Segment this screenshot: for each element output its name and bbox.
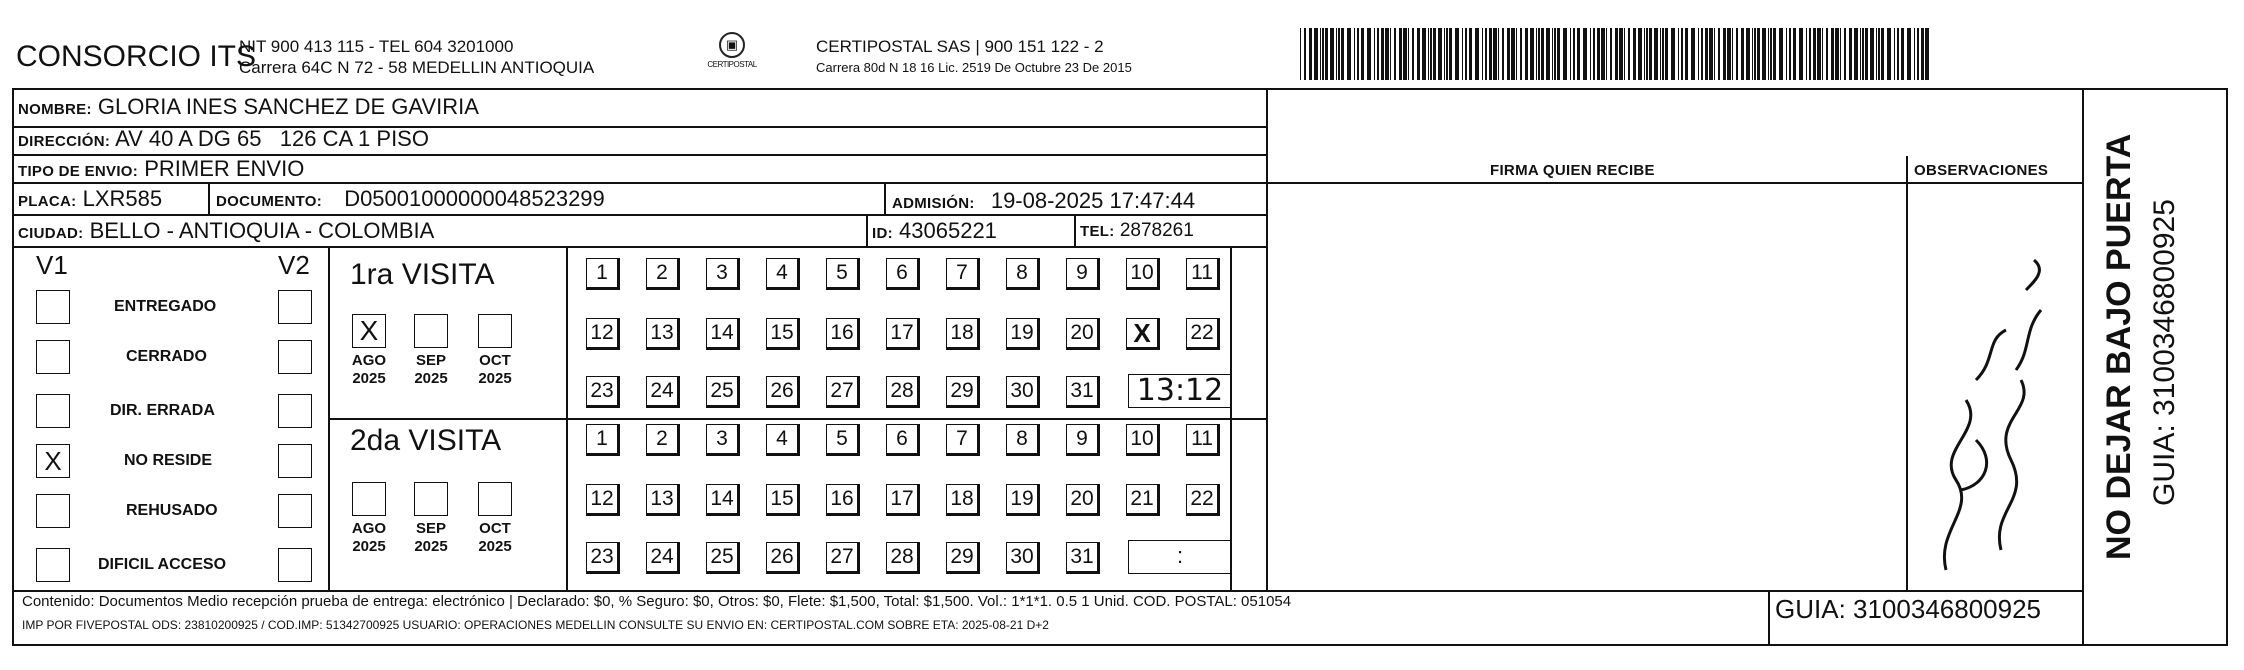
day-box[interactable]: 12 [586,484,620,516]
day-box[interactable]: 8 [1006,258,1040,290]
company-address: Carrera 64C N 72 - 58 MEDELLIN ANTIOQUIA [239,58,595,77]
day-box[interactable]: 10 [1126,424,1160,456]
day-box[interactable]: 14 [706,484,740,516]
v1-checkbox[interactable] [36,394,70,428]
month-label: SEP 2025 [414,520,448,555]
day-box[interactable]: 7 [946,424,980,456]
ciudad-value: BELLO - ANTIOQUIA - COLOMBIA [89,218,435,243]
day-box[interactable]: 22 [1186,484,1220,516]
month-label: OCT 2025 [478,352,512,387]
day-box[interactable]: 18 [946,318,980,350]
tel-field [1080,220,1194,242]
observaciones-header: OBSERVACIONES [1914,162,2049,179]
company-name: CONSORCIO ITS [16,40,257,73]
status-label: DIR. ERRADA [110,402,215,419]
footer-guia: GUIA: 3100346800925 [1775,594,2041,624]
day-box[interactable]: 24 [646,376,680,408]
barcode [1300,28,1934,80]
day-box[interactable]: 23 [586,542,620,574]
status-label: REHUSADO [126,502,218,519]
placa-field [18,186,162,212]
tipo-envio-value: PRIMER ENVIO [144,156,305,181]
first-visit-title: 1ra VISITA [350,258,495,291]
day-box[interactable]: 23 [586,376,620,408]
month-label: AGO 2025 [351,352,387,387]
certipostal-address: Carrera 80d N 18 16 Lic. 2519 De Octubre 23 De 2015 [816,60,1132,75]
day-box[interactable]: 25 [706,542,740,574]
day-box[interactable]: 4 [766,424,800,456]
day-box[interactable]: 6 [886,258,920,290]
day-box[interactable]: 24 [646,542,680,574]
day-box[interactable]: 8 [1006,424,1040,456]
day-box[interactable]: 13 [646,484,680,516]
day-box[interactable]: 4 [766,258,800,290]
day-box[interactable]: 18 [946,484,980,516]
logo-icon: ▣ [719,32,745,58]
tel-value: 2878261 [1119,220,1194,241]
day-box[interactable]: 10 [1126,258,1160,290]
placa-label: PLACA: [18,193,77,210]
day-box[interactable]: 31 [1066,542,1100,574]
v1-checkbox[interactable] [36,494,70,528]
status-label: NO RESIDE [124,452,213,469]
company-info [239,36,594,78]
day-box[interactable]: 16 [826,484,860,516]
day-box[interactable]: 6 [886,424,920,456]
documento-field [216,186,605,212]
day-box[interactable]: 5 [826,258,860,290]
v1-checkbox[interactable] [36,290,70,324]
day-box[interactable]: 7 [946,258,980,290]
month-checkbox[interactable] [478,482,512,516]
id-label: ID: [872,225,893,242]
footer-print-info: IMP POR FIVEPOSTAL ODS: 23810200925 / COD.IMP: 51342700925 USUARIO: OPERACIONES MEDELLIN CONSULTE SU ENVIO EN: CERTIPOSTAL.COM SOBRE ETA: 2025-08-21 D+2 [22,618,1049,632]
day-box[interactable]: 29 [946,376,980,408]
day-box[interactable]: 27 [826,542,860,574]
day-box[interactable]: 31 [1066,376,1100,408]
direccion-value: AV 40 A DG 65 126 CA 1 PISO [115,126,429,151]
direccion-label: DIRECCIÓN: [18,133,111,150]
day-box[interactable]: 9 [1066,424,1100,456]
certipostal-line: CERTIPOSTAL SAS | 900 151 122 - 2 [816,37,1104,56]
v1-checkbox[interactable]: X [36,444,70,478]
footer-content: Contenido: Documentos Medio recepción prueba de entrega: electrónico | Declarado: $0, % Seguro: $0, Otros: $0, Flete: $1,500, Total: $1,500. Vol.: 1*1*1. 0.5 1 Unid. COD. POSTAL: 051054 [22,593,1292,610]
day-box[interactable]: 15 [766,318,800,350]
second-visit-time: : [1128,540,1232,574]
month-label: AGO 2025 [351,520,387,555]
day-box[interactable]: 25 [706,376,740,408]
admision-field [892,188,1195,214]
tipo-envio-label: TIPO DE ENVIO: [18,163,139,180]
month-checkbox[interactable] [478,314,512,348]
day-box[interactable]: 14 [706,318,740,350]
day-box[interactable]: 28 [886,542,920,574]
ciudad-field [18,218,434,244]
v2-checkbox[interactable] [278,494,312,528]
certipostal-info [816,36,1132,78]
nombre-row [18,94,479,120]
day-box[interactable]: 2 [646,258,680,290]
status-label: DIFICIL ACCESO [98,556,227,573]
v2-checkbox[interactable] [278,394,312,428]
no-dejar-warning: NO DEJAR BAJO PUERTA [2100,133,2138,560]
day-box[interactable]: 27 [826,376,860,408]
logo-brand: CERTIPOSTAL [707,60,757,69]
day-box[interactable]: X [1126,318,1160,350]
day-box[interactable]: 19 [1006,318,1040,350]
day-box[interactable]: 26 [766,542,800,574]
month-label: SEP 2025 [414,352,448,387]
v1-checkbox[interactable] [36,340,70,374]
nombre-value: GLORIA INES SANCHEZ DE GAVIRIA [97,94,479,119]
firma-header: FIRMA QUIEN RECIBE [1490,162,1655,179]
month-label: OCT 2025 [478,520,512,555]
day-box[interactable]: 21 [1126,484,1160,516]
tipo-envio-row [18,156,304,182]
direccion-row [18,126,429,152]
v2-checkbox[interactable] [278,290,312,324]
certipostal-logo [707,32,757,76]
day-box[interactable]: 5 [826,424,860,456]
day-box[interactable]: 30 [1006,376,1040,408]
second-visit-title: 2da VISITA [350,424,502,457]
day-box[interactable]: 20 [1066,318,1100,350]
nombre-label: NOMBRE: [18,101,92,118]
day-box[interactable]: 16 [826,318,860,350]
documento-label: DOCUMENTO: [216,193,323,210]
tel-label: TEL: [1080,223,1115,240]
status-label: CERRADO [126,348,207,365]
month-checkbox[interactable] [414,314,448,348]
documento-value: D05001000000048523299 [344,186,605,211]
id-value: 43065221 [899,218,997,243]
day-box[interactable]: 28 [886,376,920,408]
v2-checkbox[interactable] [278,548,312,582]
handwritten-signature [1916,250,2066,580]
day-box[interactable]: 3 [706,258,740,290]
day-box[interactable]: 11 [1186,424,1220,456]
day-box[interactable]: 20 [1066,484,1100,516]
admision-label: ADMISIÓN: [892,195,975,212]
id-field [872,218,997,244]
v2-header: V2 [278,250,310,280]
day-box[interactable]: 9 [1066,258,1100,290]
ciudad-label: CIUDAD: [18,225,84,242]
month-checkbox[interactable] [414,482,448,516]
day-box[interactable]: 1 [586,424,620,456]
day-box[interactable]: 3 [706,424,740,456]
day-box[interactable]: 17 [886,484,920,516]
day-box[interactable]: 29 [946,542,980,574]
v2-checkbox[interactable] [278,340,312,374]
day-box[interactable]: 30 [1006,542,1040,574]
placa-value: LXR585 [82,186,163,211]
day-box[interactable]: 15 [766,484,800,516]
day-box[interactable]: 17 [886,318,920,350]
day-box[interactable]: 13 [646,318,680,350]
month-checkbox[interactable]: X [352,314,386,348]
v2-checkbox[interactable] [278,444,312,478]
day-box[interactable]: 22 [1186,318,1220,350]
v1-header: V1 [36,250,68,280]
month-checkbox[interactable] [352,482,386,516]
admision-value: 19-08-2025 17:47:44 [990,188,1196,213]
first-visit-time: 13:12 [1128,374,1232,408]
day-box[interactable]: 1 [586,258,620,290]
day-box[interactable]: 12 [586,318,620,350]
nit-line: NIT 900 413 115 - TEL 604 3201000 [239,37,514,56]
day-box[interactable]: 2 [646,424,680,456]
v1-checkbox[interactable] [36,548,70,582]
day-box[interactable]: 11 [1186,258,1220,290]
day-box[interactable]: 19 [1006,484,1040,516]
day-box[interactable]: 26 [766,376,800,408]
side-guia: GUIA: 3100346800925 [2148,199,2181,506]
status-label: ENTREGADO [114,298,217,315]
